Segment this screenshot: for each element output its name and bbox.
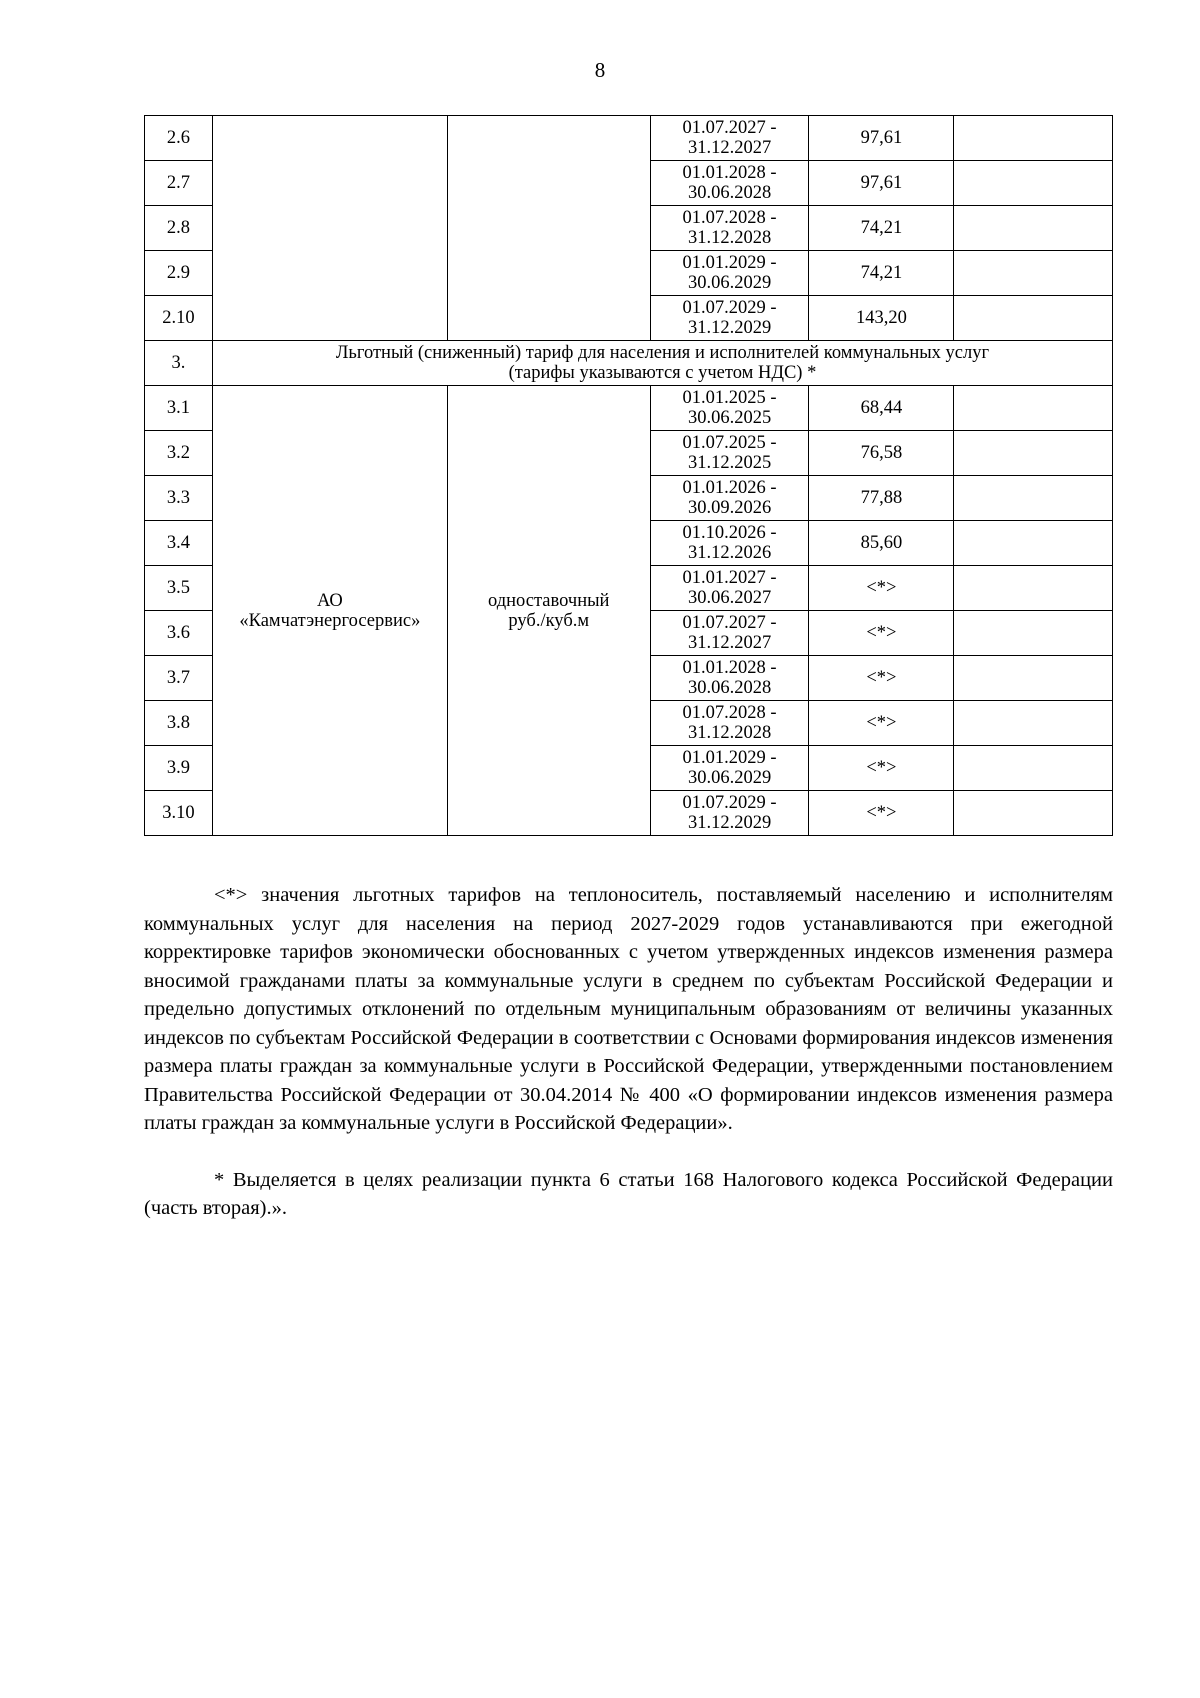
period-cell <box>650 566 809 611</box>
note-paragraph: <*> значения льготных тарифов на теплоноситель, поставляемый населению и исполнителям коммунальных услуг для населения на период 2027-2029 годов устанавливаются при ежегодной корректировке тарифов экономически обоснованных с учетом утвержденных индексов изменения размера вносимой гражданами платы за коммунальные услуги в среднем по субъектам Российской Федерации и предельно допустимых отклонений по отдельным муниципальным образованиям от величины указанных индексов по субъектам Российской Федерации в соответствии с Основами формирования индексов изменения размера платы граждан за коммунальные услуги в Российской Федерации, утвержденными постановлением Правительства Российской Федерации от 30.04.2014 № 400 «О формировании индексов изменения размера платы граждан за коммунальные услуги в Российской Федерации». <box>144 884 1113 1134</box>
period-line: 01.01.2028 - <box>682 163 777 183</box>
section-title-line: (тарифы указываются с учетом НДС) * <box>508 363 817 383</box>
empty-cell <box>954 566 1113 611</box>
tariff-value: <*> <box>809 791 954 836</box>
row-number: 3.8 <box>145 701 213 746</box>
period-line: 30.06.2028 <box>687 183 772 203</box>
org-line: «Камчатэнергосервис» <box>239 610 421 631</box>
empty-cell <box>954 251 1113 296</box>
period-line: 30.06.2025 <box>687 408 772 428</box>
notes <box>144 881 1113 1223</box>
tariff-value: 143,20 <box>809 296 954 341</box>
period-cell <box>650 791 809 836</box>
period-line: 01.07.2029 - <box>682 793 777 813</box>
period-cell <box>650 476 809 521</box>
section-header-row <box>145 341 1113 386</box>
empty-cell <box>954 701 1113 746</box>
empty-cell <box>954 116 1113 161</box>
tariff-value: 97,61 <box>809 116 954 161</box>
period-line: 01.07.2028 - <box>682 208 777 228</box>
org-line: АО <box>316 590 343 611</box>
period-cell <box>650 386 809 431</box>
period-line: 31.12.2026 <box>687 543 772 563</box>
organization-cell <box>212 386 447 836</box>
empty-cell <box>954 206 1113 251</box>
period-line: 01.01.2029 - <box>682 253 777 273</box>
row-number: 3.9 <box>145 746 213 791</box>
period-line: 31.12.2029 <box>687 813 772 833</box>
period-line: 01.07.2027 - <box>682 118 777 138</box>
period-cell <box>650 656 809 701</box>
tariff-value: <*> <box>809 701 954 746</box>
type-line: руб./куб.м <box>508 610 590 631</box>
period-line: 31.12.2028 <box>687 723 772 743</box>
row-number: 2.6 <box>145 116 213 161</box>
period-cell <box>650 431 809 476</box>
empty-cell <box>954 476 1113 521</box>
period-line: 01.07.2025 - <box>682 433 777 453</box>
period-line: 01.01.2025 - <box>682 388 777 408</box>
period-line: 01.10.2026 - <box>682 523 777 543</box>
empty-cell <box>954 791 1113 836</box>
empty-cell <box>954 431 1113 476</box>
tariff-value: <*> <box>809 566 954 611</box>
empty-cell <box>954 521 1113 566</box>
period-line: 01.07.2028 - <box>682 703 777 723</box>
row-number: 2.9 <box>145 251 213 296</box>
period-line: 01.01.2028 - <box>682 658 777 678</box>
tariff-value: 97,61 <box>809 161 954 206</box>
empty-cell <box>954 611 1113 656</box>
empty-cell <box>954 161 1113 206</box>
period-cell <box>650 116 809 161</box>
row-number: 3.2 <box>145 431 213 476</box>
period-cell <box>650 161 809 206</box>
period-cell <box>650 521 809 566</box>
period-cell <box>650 746 809 791</box>
tariff-value: 68,44 <box>809 386 954 431</box>
period-line: 31.12.2027 <box>687 138 772 158</box>
row-number: 3.7 <box>145 656 213 701</box>
table-row <box>145 386 1113 431</box>
period-line: 31.12.2025 <box>687 453 772 473</box>
period-line: 30.06.2029 <box>687 768 772 788</box>
tariff-value: <*> <box>809 656 954 701</box>
row-number: 3.4 <box>145 521 213 566</box>
period-line: 01.01.2027 - <box>682 568 777 588</box>
period-line: 01.01.2029 - <box>682 748 777 768</box>
empty-cell <box>954 746 1113 791</box>
section-title-line: Льготный (сниженный) тариф для населения и исполнителей коммунальных услуг <box>335 343 990 363</box>
period-line: 30.06.2029 <box>687 273 772 293</box>
tariff-type-cell <box>447 386 650 836</box>
page-number: 8 <box>594 58 606 82</box>
period-cell <box>650 206 809 251</box>
period-line: 31.12.2029 <box>687 318 772 338</box>
row-number: 3.1 <box>145 386 213 431</box>
period-cell <box>650 296 809 341</box>
section-title <box>212 341 1112 386</box>
organization-cell <box>212 116 447 341</box>
type-line: одноставочный <box>488 590 610 611</box>
row-number: 3. <box>145 341 213 386</box>
period-line: 01.01.2026 - <box>682 478 777 498</box>
empty-cell <box>954 296 1113 341</box>
row-number: 3.10 <box>145 791 213 836</box>
period-line: 30.06.2028 <box>687 678 772 698</box>
tariff-type-cell <box>447 116 650 341</box>
tariff-value: <*> <box>809 746 954 791</box>
tariff-value: 74,21 <box>809 251 954 296</box>
row-number: 3.6 <box>145 611 213 656</box>
empty-cell <box>954 656 1113 701</box>
period-cell <box>650 611 809 656</box>
period-line: 01.07.2027 - <box>682 613 777 633</box>
row-number: 2.10 <box>145 296 213 341</box>
row-number: 2.8 <box>145 206 213 251</box>
tariff-value: 74,21 <box>809 206 954 251</box>
period-cell <box>650 701 809 746</box>
tariff-value: <*> <box>809 611 954 656</box>
period-cell <box>650 251 809 296</box>
row-number: 3.5 <box>145 566 213 611</box>
tariff-value: 77,88 <box>809 476 954 521</box>
tariff-value: 76,58 <box>809 431 954 476</box>
period-line: 30.06.2027 <box>687 588 772 608</box>
table-row <box>145 116 1113 161</box>
row-number: 3.3 <box>145 476 213 521</box>
empty-cell <box>954 386 1113 431</box>
period-line: 31.12.2028 <box>687 228 772 248</box>
period-line: 01.07.2029 - <box>682 298 777 318</box>
tariff-table <box>144 115 1113 836</box>
period-line: 31.12.2027 <box>687 633 772 653</box>
footnote: * Выделяется в целях реализации пункта 6 статьи 168 Налогового кодекса Российской Федерации (часть вторая).». <box>144 1168 1113 1219</box>
tariff-value: 85,60 <box>809 521 954 566</box>
row-number: 2.7 <box>145 161 213 206</box>
period-line: 30.09.2026 <box>687 498 772 518</box>
